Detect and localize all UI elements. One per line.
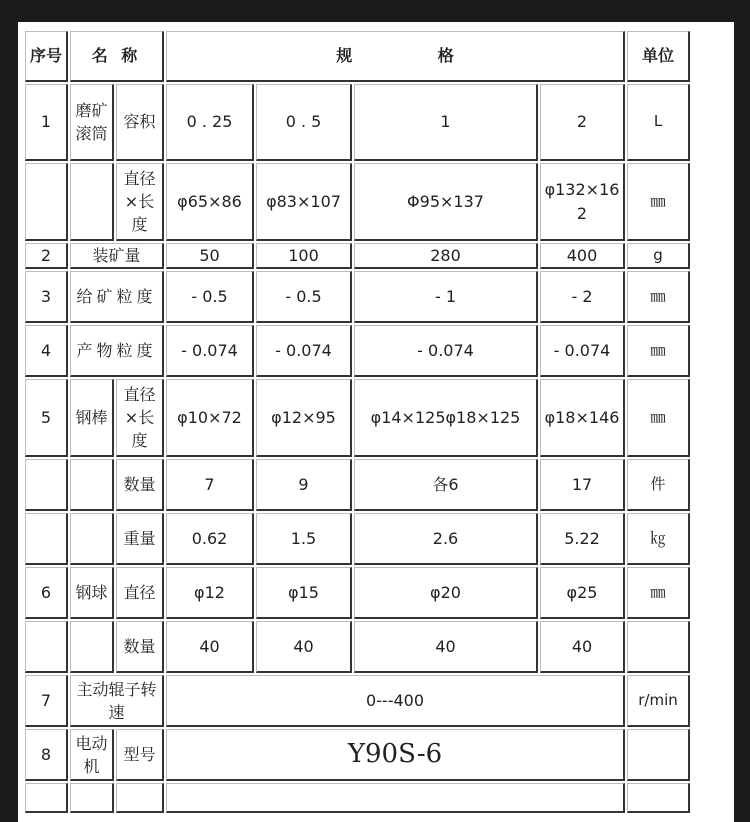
row-name bbox=[70, 783, 114, 813]
table-row bbox=[25, 621, 690, 673]
row-name: 主动辊子转速 bbox=[70, 675, 164, 727]
spec-sheet bbox=[18, 22, 734, 822]
value-cell: 2.6 bbox=[354, 513, 538, 565]
value-cell: - 0.5 bbox=[166, 271, 254, 323]
unit-cell: L bbox=[627, 84, 690, 161]
row-subname: 容积 bbox=[116, 84, 164, 161]
value-cell: 40 bbox=[256, 621, 352, 673]
value-cell: 40 bbox=[540, 621, 625, 673]
unit-cell: 件 bbox=[627, 459, 690, 511]
row-name: 电动机 bbox=[70, 729, 114, 781]
header-name: 名 称 bbox=[70, 31, 164, 82]
unit-cell bbox=[627, 621, 690, 673]
table-row bbox=[25, 379, 690, 457]
unit-cell: ㎜ bbox=[627, 567, 690, 619]
spec-table bbox=[23, 29, 692, 815]
row-index: 3 bbox=[25, 271, 68, 323]
header-spec: 规 格 bbox=[166, 31, 625, 82]
unit-cell: ㎜ bbox=[627, 163, 690, 241]
value-cell: - 0.5 bbox=[256, 271, 352, 323]
header-row bbox=[25, 31, 690, 82]
value-cell: 5.22 bbox=[540, 513, 625, 565]
row-name: 磨矿滚筒 bbox=[70, 84, 114, 161]
row-index: 8 bbox=[25, 729, 68, 781]
unit-cell: ㎜ bbox=[627, 325, 690, 377]
row-name bbox=[70, 459, 114, 511]
row-index: 6 bbox=[25, 567, 68, 619]
value-cell: 0 . 5 bbox=[256, 84, 352, 161]
value-cell: φ14×125φ18×125 bbox=[354, 379, 538, 457]
table-row bbox=[25, 84, 690, 161]
table-row bbox=[25, 243, 690, 269]
table-row bbox=[25, 271, 690, 323]
value-cell: 40 bbox=[166, 621, 254, 673]
value-cell: φ132×162 bbox=[540, 163, 625, 241]
value-cell: 9 bbox=[256, 459, 352, 511]
table-row bbox=[25, 513, 690, 565]
value-cell: φ12×95 bbox=[256, 379, 352, 457]
value-cell: 7 bbox=[166, 459, 254, 511]
unit-cell bbox=[627, 783, 690, 813]
row-index: 2 bbox=[25, 243, 68, 269]
row-index: 4 bbox=[25, 325, 68, 377]
value-cell: - 1 bbox=[354, 271, 538, 323]
row-name bbox=[70, 621, 114, 673]
row-name bbox=[70, 163, 114, 241]
value-cell: Φ95×137 bbox=[354, 163, 538, 241]
value-cell: 0---400 bbox=[166, 675, 625, 727]
value-cell: φ15 bbox=[256, 567, 352, 619]
value-cell: φ20 bbox=[354, 567, 538, 619]
row-index bbox=[25, 513, 68, 565]
header-unit: 单位 bbox=[627, 31, 690, 82]
value-cell: - 0.074 bbox=[166, 325, 254, 377]
row-subname: 数量 bbox=[116, 459, 164, 511]
row-subname: 直径×长度 bbox=[116, 379, 164, 457]
value-cell: 1 bbox=[354, 84, 538, 161]
unit-cell: r/min bbox=[627, 675, 690, 727]
row-index: 7 bbox=[25, 675, 68, 727]
value-cell: 17 bbox=[540, 459, 625, 511]
row-index bbox=[25, 459, 68, 511]
value-cell bbox=[166, 783, 625, 813]
row-index bbox=[25, 621, 68, 673]
table-row bbox=[25, 163, 690, 241]
value-cell: 280 bbox=[354, 243, 538, 269]
table-row bbox=[25, 459, 690, 511]
row-index: 1 bbox=[25, 84, 68, 161]
value-cell: - 2 bbox=[540, 271, 625, 323]
table-row bbox=[25, 675, 690, 727]
row-name: 钢棒 bbox=[70, 379, 114, 457]
row-subname: 型号 bbox=[116, 729, 164, 781]
unit-cell: ㎜ bbox=[627, 271, 690, 323]
table-row bbox=[25, 783, 690, 813]
unit-cell: g bbox=[627, 243, 690, 269]
value-cell: φ18×146 bbox=[540, 379, 625, 457]
row-subname bbox=[116, 783, 164, 813]
row-index bbox=[25, 783, 68, 813]
value-cell: 各6 bbox=[354, 459, 538, 511]
value-cell: 0 . 25 bbox=[166, 84, 254, 161]
row-subname: 直径×长度 bbox=[116, 163, 164, 241]
unit-cell: ㎏ bbox=[627, 513, 690, 565]
row-subname: 数量 bbox=[116, 621, 164, 673]
value-cell: Y90S-6 bbox=[166, 729, 625, 781]
value-cell: 40 bbox=[354, 621, 538, 673]
table-row bbox=[25, 567, 690, 619]
row-index: 5 bbox=[25, 379, 68, 457]
value-cell: φ25 bbox=[540, 567, 625, 619]
value-cell: 1.5 bbox=[256, 513, 352, 565]
value-cell: φ65×86 bbox=[166, 163, 254, 241]
value-cell: - 0.074 bbox=[540, 325, 625, 377]
table-row bbox=[25, 729, 690, 781]
value-cell: φ10×72 bbox=[166, 379, 254, 457]
value-cell: 50 bbox=[166, 243, 254, 269]
value-cell: φ83×107 bbox=[256, 163, 352, 241]
value-cell: 2 bbox=[540, 84, 625, 161]
row-name: 产物粒度 bbox=[70, 325, 164, 377]
value-cell: 400 bbox=[540, 243, 625, 269]
row-name: 装矿量 bbox=[70, 243, 164, 269]
row-subname: 重量 bbox=[116, 513, 164, 565]
value-cell: - 0.074 bbox=[354, 325, 538, 377]
header-index: 序号 bbox=[25, 31, 68, 82]
row-name: 钢球 bbox=[70, 567, 114, 619]
value-cell: 0.62 bbox=[166, 513, 254, 565]
unit-cell: ㎜ bbox=[627, 379, 690, 457]
row-name bbox=[70, 513, 114, 565]
value-cell: 100 bbox=[256, 243, 352, 269]
value-cell: φ12 bbox=[166, 567, 254, 619]
row-subname: 直径 bbox=[116, 567, 164, 619]
value-cell: - 0.074 bbox=[256, 325, 352, 377]
row-name: 给矿粒度 bbox=[70, 271, 164, 323]
row-index bbox=[25, 163, 68, 241]
unit-cell bbox=[627, 729, 690, 781]
table-row bbox=[25, 325, 690, 377]
